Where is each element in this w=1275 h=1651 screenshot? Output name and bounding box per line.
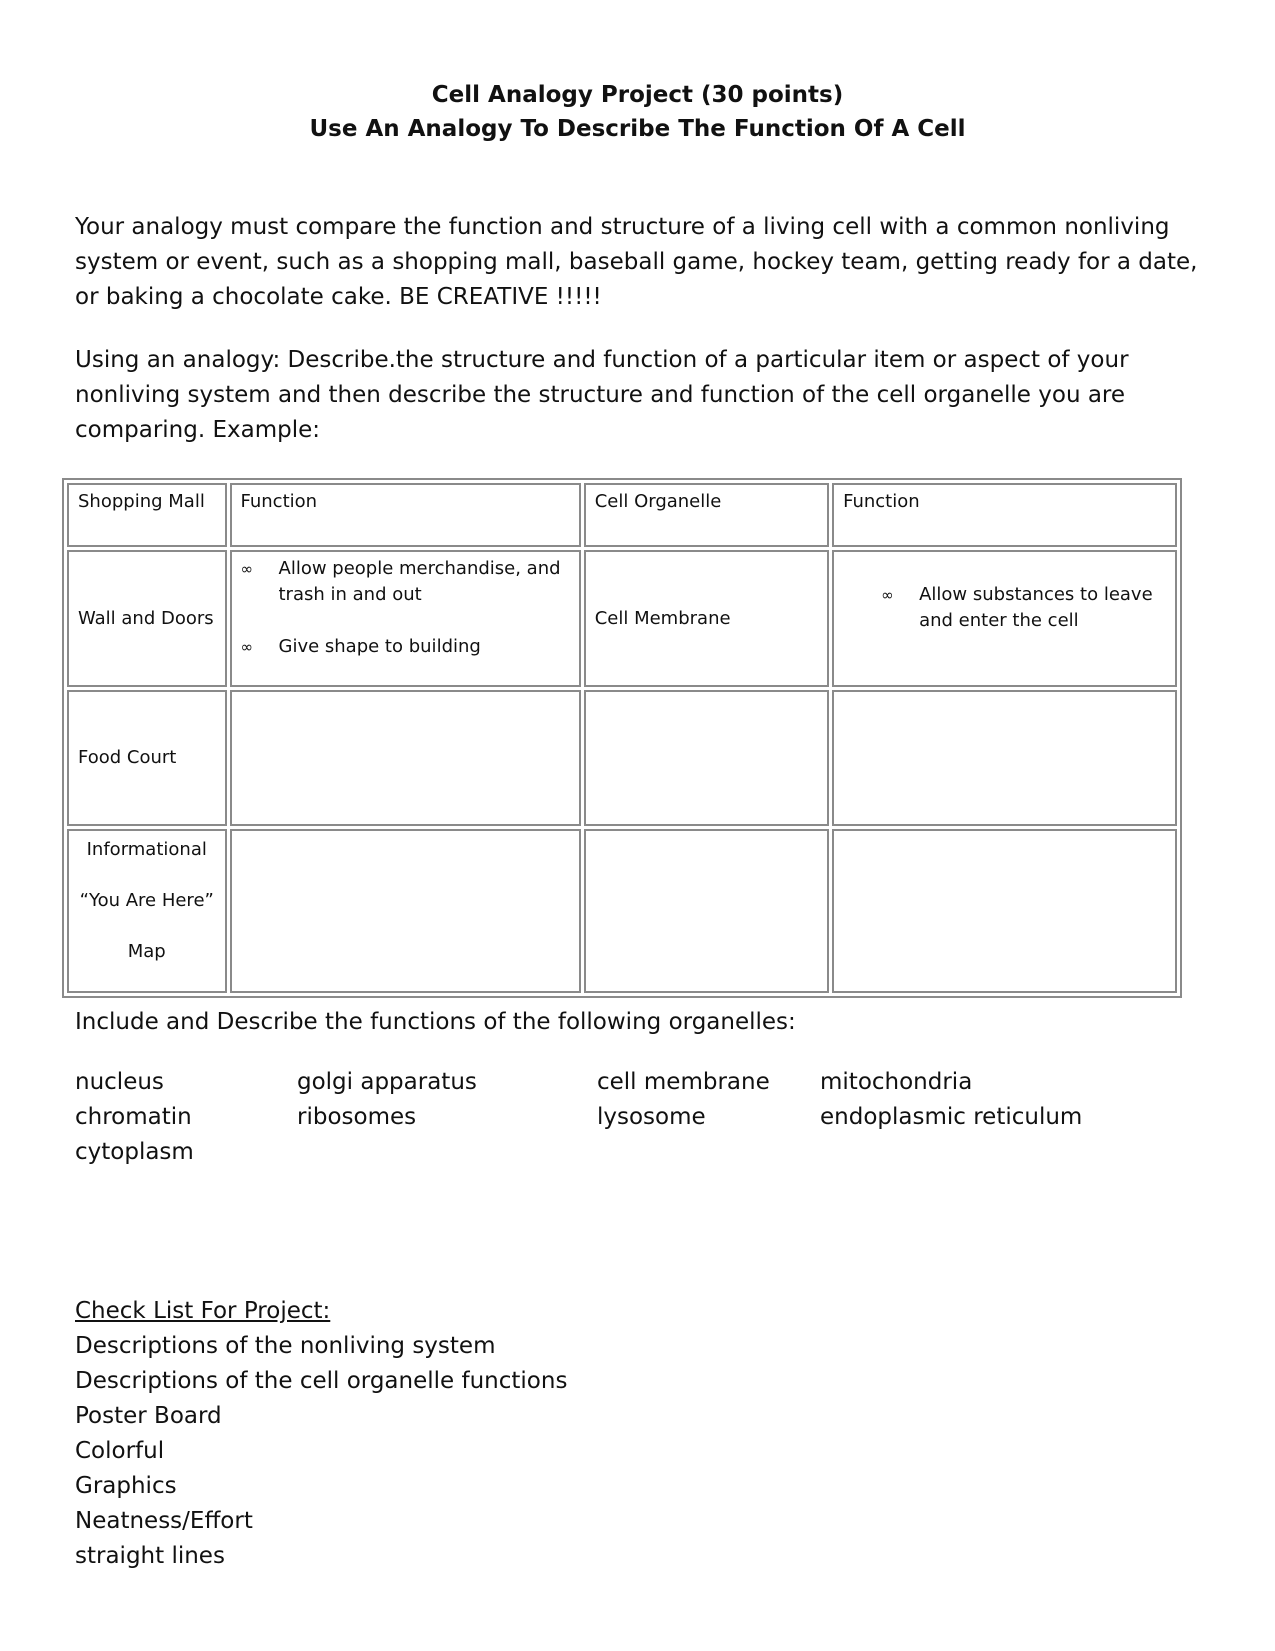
list-item: nucleus <box>75 1069 164 1095</box>
title-line-2: Use An Analogy To Describe The Function Of A Cell <box>309 116 966 142</box>
organelle-cell <box>584 690 829 826</box>
table-row <box>67 829 1177 993</box>
list-item: Descriptions of the nonliving system <box>75 1333 496 1359</box>
organelle-function-cell <box>832 829 1177 993</box>
list-item: Colorful <box>75 1438 165 1464</box>
project-checklist <box>75 1294 567 1574</box>
infinity-bullet-icon: ∞ <box>881 585 894 604</box>
list-item: golgi apparatus <box>297 1069 477 1095</box>
header-cell-organelle: Cell Organelle <box>584 483 829 547</box>
table-header-row <box>67 483 1177 547</box>
function-bullet-list <box>241 556 570 660</box>
mall-function-cell <box>230 690 581 826</box>
list-item: lysosome <box>597 1104 706 1130</box>
instructions-paragraph: Using an analogy: Describe.the structure and function of a particular item or aspect of your nonliving system and then describe the structure and function of the cell organelle you are comparing. Example: <box>75 347 1129 443</box>
mall-item-cell: Food Court <box>67 690 227 826</box>
title-line-1: Cell Analogy Project (30 points) <box>431 82 844 108</box>
intro-paragraph: Your analogy must compare the function and structure of a living cell with a common nonliving system or event, such as a shopping mall, baseball game, hockey team, getting ready for a date, or baking a chocolate cake. BE CREATIVE !!!!! <box>75 214 1198 310</box>
infinity-bullet-icon: ∞ <box>240 560 253 578</box>
bullet-text: Give shape to building <box>278 636 481 657</box>
header-function: Function <box>230 483 581 547</box>
organelle-function-cell <box>832 550 1177 687</box>
list-item: straight lines <box>75 1543 225 1569</box>
item-line: Informational <box>86 839 207 860</box>
list-item: Descriptions of the cell organelle functions <box>75 1368 568 1394</box>
organelle-cell <box>584 829 829 993</box>
list-item: cell membrane <box>597 1069 770 1095</box>
analogy-example-table <box>62 478 1182 998</box>
infinity-bullet-icon: ∞ <box>240 638 253 656</box>
organelle-function-cell <box>832 690 1177 826</box>
list-item <box>881 582 1166 634</box>
header-shopping-mall: Shopping Mall <box>67 483 227 547</box>
list-item: ribosomes <box>297 1104 417 1130</box>
table-row <box>67 550 1177 687</box>
list-item: Neatness/Effort <box>75 1508 253 1534</box>
mall-item-cell: Wall and Doors <box>67 550 227 687</box>
item-line: “You Are Here” <box>79 890 214 911</box>
list-item: Poster Board <box>75 1403 222 1429</box>
mall-item-cell <box>67 829 227 993</box>
list-item: endoplasmic reticulum <box>820 1104 1083 1130</box>
list-item: Graphics <box>75 1473 177 1499</box>
mall-function-cell <box>230 829 581 993</box>
organelles-heading: Include and Describe the functions of the following organelles: <box>75 1009 796 1035</box>
bullet-text: Allow substances to leave and enter the cell <box>919 583 1153 631</box>
list-item: cytoplasm <box>75 1139 194 1165</box>
organelle-bullet-list <box>843 582 1166 634</box>
list-item <box>241 556 570 608</box>
mall-function-cell <box>230 550 581 687</box>
checklist-heading: Check List For Project: <box>75 1298 331 1324</box>
organelle-cell: Cell Membrane <box>584 550 829 687</box>
table-row <box>67 690 1177 826</box>
header-organelle-function: Function <box>832 483 1177 547</box>
list-item: mitochondria <box>820 1069 973 1095</box>
document-title <box>0 78 1275 146</box>
item-line: Map <box>127 941 166 962</box>
list-item: chromatin <box>75 1104 192 1130</box>
bullet-text: Allow people merchandise, and trash in and out <box>278 558 561 605</box>
list-item <box>241 634 570 660</box>
